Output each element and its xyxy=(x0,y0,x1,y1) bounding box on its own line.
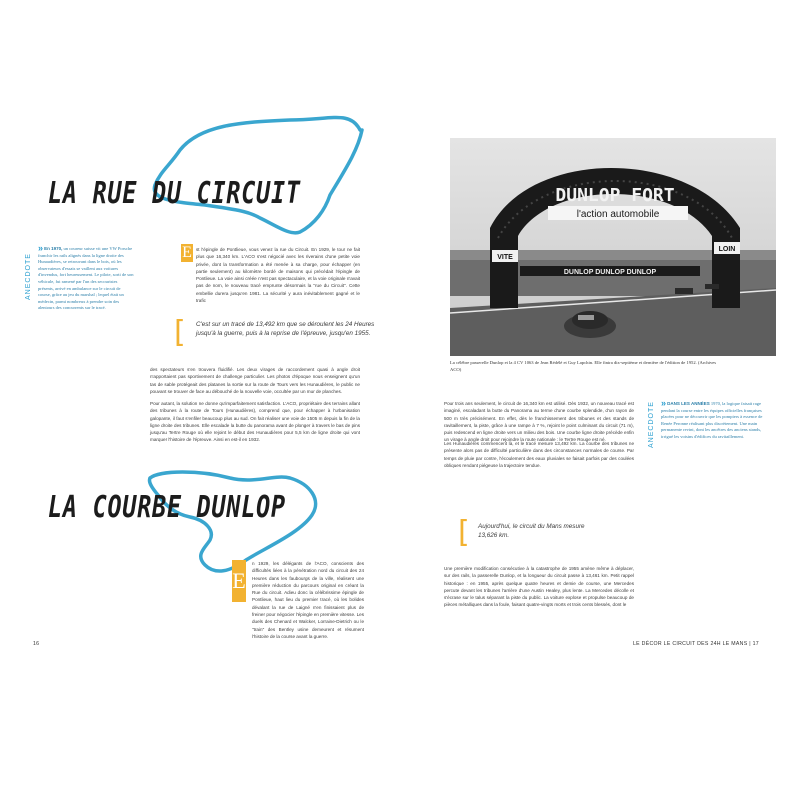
quote-bracket-right: [ xyxy=(458,515,470,550)
anecdote-year: En 1970, xyxy=(44,246,63,251)
pull-quote-left: C'est sur un tracé de 13,492 km que se déroulent les 24 Heures jusqu'à la guerre, puis à la reprise de l'épreuve, jusqu'en 1955. xyxy=(196,321,375,338)
paragraph-courbe-dunlop-3: Une première modification consécutive à la catastrophe de 1955 amène même à déplacer, sur des rails, la passerelle Dunlop, et la longueur du circuit passe à 13,461 km. Petit rappel historique : en 1955, après quelque quatre heures et demie de course, une Mercedes percute devant les tribunes l'arrière d'une Austin Healey, plus lente. La Mercedes décolle et s'écrase sur le talus séparant la piste du public. La voiture explose et propulse beaucoup de pièces métalliques dans la foule, faisant quatre-vingts morts et trois cents blessés, dont le xyxy=(444,566,634,608)
anecdote-body-left: un coureur suisse vit une VW Porsche franchir les rails alignés dans la ligne droite des Hunaudières, se retrouvant dans le bois, où les observateurs d'essais se vaillent aux voitures d'invendus, fort heureusement. Le pilote, sorti de son véhicule, fut ramené par l'un des secouristes présents, arrivé en ambulance sur le circuit de course, grâce au jeu du marshal ; lequel était un médecin, parmi nombreux à prendre soin des alentours des concurrents sur le tracé. xyxy=(38,246,134,311)
paragraph-rue-du-circuit-3: Pour autant, la solution ne donne qu'imparfaitement satisfaction. L'ACO, propriétaire des terrains allant des tribunes à la route de Tours (Hunaudières), comprend que, pour échapper à l'urbanisation galopante, il faut s'enfiler beaucoup plus au sud. On fait réaliser une voie de 1505 m depuis la fin de la ligne droite des tribunes. Elle escalade la butte du panorama avant de plonger à travers le bas de pins jusqu'au Tertre Rouge où elle rejoint le début des Hunaudières pour 5,5 km de ligne droite qui vont marquer l'histoire de l'épreuve. Ainsi en est-il en 1932. xyxy=(150,401,360,443)
pull-quote-right: Aujourd'hui, le circuit du Mans mesure 13,626 km. xyxy=(478,523,585,540)
photo-dunlop-bridge xyxy=(450,138,776,356)
paragraph-rue-du-circuit-2: des spectateurs s'en trouvera fluidifié. Les deux virages de raccordement quasi à angle droit n'apportaient pas sportivement de challenge particulier. Les photos d'époque nous enseignent qu'un tas de sable protégeait des platanes la sortie sur la route de Tours vers les Hunaudières, le public ne pouvant se trouver de face au débouché de la nouvelle voie, occultée par un mur de planches. xyxy=(150,367,360,394)
anecdote-label-right: ANECDOTE xyxy=(648,401,655,448)
quote-bracket-left: [ xyxy=(174,315,186,350)
photo-caption: La célèbre passerelle Dunlop et la 4 CV 1063 de Jean Rédélé et Guy Lapchin. Elle finira dix-septième et dernière de l'édition de 1952. (Archives ACO) xyxy=(450,360,717,372)
paragraph-courbe-dunlop-2: Les Hunaudières commencent là, et le tracé mesure 13,492 km. La courbe des tribunes ne présente alors pas de difficulté particulière dans des circonstances normales de course. Par temps de pluie par contre, l'écoulement des eaux pluviales se faisait parfois par des coulées obliques rendant piégeuse la trajectoire tendue. xyxy=(444,441,634,468)
photo-illustration xyxy=(450,138,776,356)
paragraph-rue-du-circuit-1: st l'épingle de Pontlieue, vous venez la rue du Circuit. En 1929, le tour ne fait plus que 16,340 km. L'ACO s'est négocié avec les riverains d'une petite voie privée, dont la transformation a été menée à sa charge, pour échapper (en partie seulement) au kilomètre bordé de maisons qui précédait l'épingle de Pontlieue. La voie ainsi créée n'est pas spectaculaire, et la voie originale n'avait pas de nom, le nouveau tracé emprunte désormais la "rue du Circuit". Cette embellie durera jusqu'en 1981. La sécurité y aura inévitablement gagné et le trafic xyxy=(196,247,360,304)
paragraph-courbe-dunlop: n 1929, les délégants de l'ACO, conscients des difficultés liées à la pénétration nord du circuit des 24 Heures dans les faubourgs de la ville, réalisent une première réduction du parcours original en créant la Rue du circuit. Adieu donc la célébrissime épingle de Pontlieue, haut lieu du premier tracé, où les bolides dévalant la rue de Laigné n'en finissaient plus de freiner pour négocier l'épingle en première vitesse. Les duels des Chenard et Walcker, Lorraine-Dietrich ou le "train" des Bentley usine demeurent et résument l'histoire de la course avant la guerre. xyxy=(252,561,364,639)
dropcap-e-1: E xyxy=(182,244,192,261)
folio-right: LE DÉCOR LE CIRCUIT DES 24H LE MANS | 17 xyxy=(633,641,759,647)
folio-left: 16 xyxy=(33,641,40,647)
photo-side-left: VITE xyxy=(497,254,513,261)
anecdote-text-left xyxy=(38,245,134,312)
anecdote-label-left: ANECDOTE xyxy=(25,253,32,300)
photo-side-right: LOIN xyxy=(718,246,736,253)
anecdote-arrows-icon-right: » xyxy=(661,398,667,408)
photo-lower-banner: DUNLOP DUNLOP DUNLOP xyxy=(563,269,657,276)
section-title-rue-du-circuit: LA RUE DU CIRCUIT xyxy=(48,176,301,211)
paragraph-courbe-dunlop-1: Pour trois ans seulement, le circuit de 16,340 km est utilisé. Dès 1932, un nouveau tracé est imaginé, escaladant la butte du Panorama au terme d'une courbe splendide, d'un rayon de 500 m très précisément. En effet, dès le franchissement des tribunes et des stands de ravitaillement, la piste, grâce à une rampe à 7 %, rejoint le point culminant du circuit (71 m), puis redescend en ligne droite vers un milieu des bois. Une courbe ligne droite précède enfin un virage à angle droit pour rejoindre la route nationale : le Tertre Rouge est né. xyxy=(444,401,634,443)
photo-bridge-text: DUNLOP FORT xyxy=(555,185,675,206)
dropcap-e-2: E xyxy=(232,560,246,602)
anecdote-text-right xyxy=(661,400,769,441)
section-title-courbe-dunlop: LA COURBE DUNLOP xyxy=(48,490,286,525)
photo-banner-text: l'action automobile xyxy=(576,209,660,220)
anecdote-lead-right: DANS LES ANNÉES xyxy=(667,401,710,406)
anecdote-arrows-icon: » xyxy=(38,243,44,253)
anecdote-body-right: 1970, la logique faisait rage pendant la course entre les équipes officielles françaises placées pour ne découvrir que les pompiers à essence de Renée Peronne réalisant plus discrètement. Une main permanente revint, dont les ancêtres des anciens stands, irrigué les voisins d'édifices du ravitaillement. xyxy=(661,401,763,439)
